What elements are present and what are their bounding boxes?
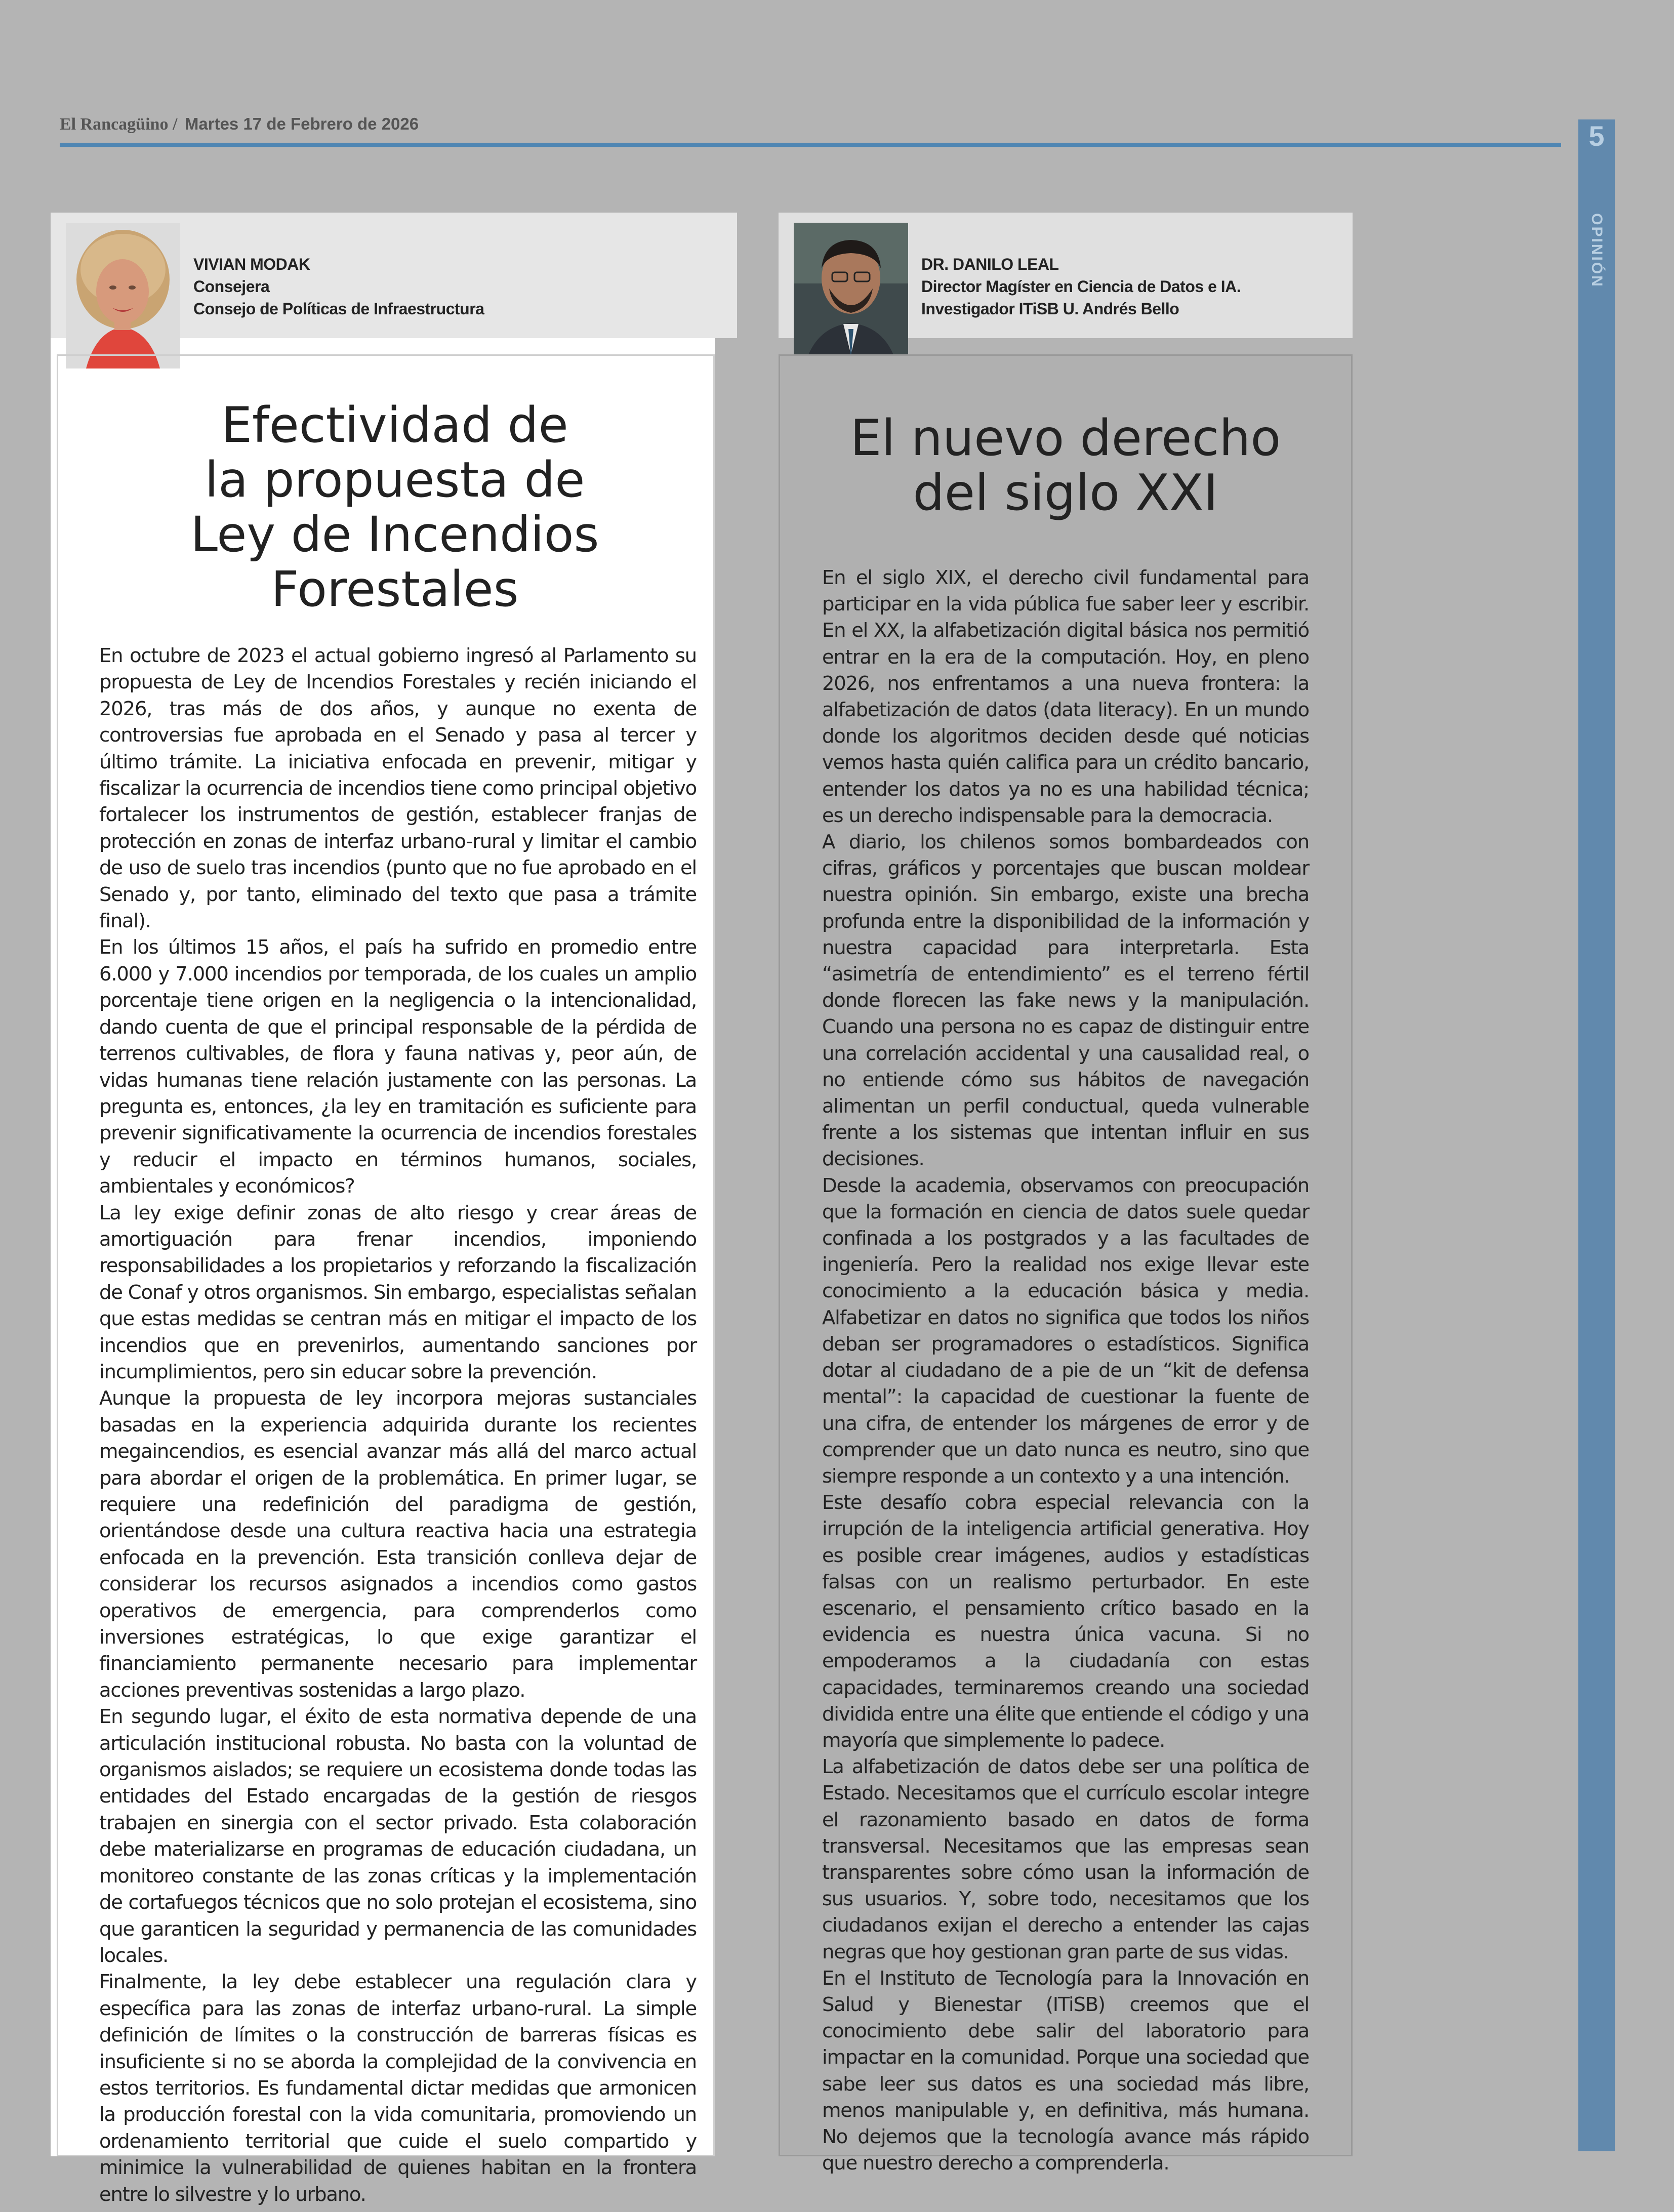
issue-date: Martes 17 de Febrero de 2026 <box>184 114 419 133</box>
header-rule <box>60 143 1561 147</box>
section-label: OPINIÓN <box>1588 213 1605 288</box>
author-credit <box>193 253 484 320</box>
author-role: Director Magíster en Ciencia de Datos e IA. <box>921 277 1241 296</box>
publication-name: El Rancagüino / <box>60 115 178 134</box>
author-org: Consejo de Políticas de Infraestructura <box>193 300 484 318</box>
article-title <box>51 398 739 617</box>
paragraph: La ley exige definir zonas de alto riesgo y crear áreas de amortiguación para frenar incendios, imponiendo responsabilidades a los propietarios y reforzando la fiscalización de Conaf y otros organismos. Sin embargo, especialistas señalan que estas medidas se centran más en mitigar el impacto de los incendios que en prevenirlos, aumentando sanciones por incumplimientos, pero sin educar sobre la prevención. <box>99 1201 697 1383</box>
title-line: la propuesta de <box>205 452 585 508</box>
right-article <box>779 213 1353 2175</box>
author-photo <box>794 223 908 368</box>
author-box <box>51 213 737 338</box>
paragraph: A diario, los chilenos somos bombardeados con cifras, gráficos y porcentajes que buscan moldear nuestra opinión. Sin embargo, existe una brecha profunda entre la disponibilidad de la información y nuestra capacidad para interpretarla. Esta “asimetría de entendimiento” es el terreno fértil donde florecen las fake news y la manipulación. Cuando una persona no es capaz de distinguir entre una correlación accidental y una causalidad real, o no entiende cómo sus hábitos de navegación alimentan un perfil conductual, queda vulnerable frente a los sistemas que intentan influir en sus decisiones. <box>822 831 1309 1171</box>
author-photo <box>66 223 180 368</box>
title-line: Forestales <box>271 561 519 618</box>
masthead <box>60 114 419 134</box>
paragraph: En segundo lugar, el éxito de esta normativa depende de una articulación institucional robusta. No basta con la voluntad de organismos aislados; se requiere un ecosistema donde todas las entidades del Estado encargadas de la gestión de riesgos trabajen en sinergia con el sector privado. Esta colaboración debe materializarse en programas de educación ciudadana, un monitoreo constante de las zonas críticas y la implementación de cortafuegos técnicos que no solo protejan el ecosistema, sino que garanticen la seguridad y permanencia de las comunidades locales. <box>99 1705 697 1967</box>
author-name: VIVIAN MODAK <box>193 255 310 273</box>
article-title <box>779 411 1353 520</box>
left-article <box>51 213 715 2206</box>
paragraph: En octubre de 2023 el actual gobierno ingresó al Parlamento su propuesta de Ley de Incendios Forestales y recién iniciando el 2026, tras más de dos años, y aunque no exenta de controversias fue aprobada en el Senado y pasa al tercer y último trámite. La iniciativa enfocada en prevenir, mitigar y fiscalizar la ocurrencia de incendios tiene como principal objetivo fortalecer los instrumentos de gestión, establecer franjas de protección en zonas de interfaz urbano-rural y limitar el cambio de uso de suelo tras incendios (punto que no fue aprobado en el Senado y, por tanto, eliminado del texto que pasa a trámite final). <box>99 644 697 933</box>
title-line: Efectividad de <box>221 397 568 454</box>
author-name: DR. DANILO LEAL <box>921 255 1059 273</box>
author-credit <box>921 253 1241 320</box>
paragraph: Aunque la propuesta de ley incorpora mejoras sustanciales basadas en la experiencia adquirida durante los recientes megaincendios, es esencial avanzar más allá del marco actual para abordar el origen de la problemática. En primer lugar, se requiere una redefinición del paradigma de gestión, orientándose desde una cultura reactiva hacia una estrategia enfocada en la prevención. Esta transición conlleva dejar de considerar los recursos asignados a incendios como gastos operativos de emergencia, para comprenderlos como inversiones estratégicas, lo que exige garantizar el financiamiento permanente necesario para implementar acciones preventivas sostenidas a largo plazo. <box>99 1387 697 1702</box>
paragraph: En el siglo XIX, el derecho civil fundamental para participar en la vida pública fue saber leer y escribir. En el XX, la alfabetización digital básica nos permitió entrar en la era de la computación. Hoy, en pleno 2026, nos enfrentamos a una nueva frontera: la alfabetización de datos (data literacy). En un mundo donde los algoritmos deciden desde qué noticias vemos hasta quién califica para un crédito bancario, entender los datos ya no es una habilidad técnica; es un derecho indispensable para la democracia. <box>822 566 1309 827</box>
paragraph: Finalmente, la ley debe establecer una regulación clara y específica para las zonas de interfaz urbano-rural. La simple definición de límites o la construcción de barreras físicas es insuficiente si no se aborda la complejidad de la convivencia en estos territorios. Es fundamental dictar medidas que armonicen la producción forestal con la vida comunitaria, promoviendo un ordenamiento territorial que cuide el suelo compartido y minimice la vulnerabilidad de quienes habitan en la frontera entre lo silvestre y lo urbano. <box>99 1971 697 2206</box>
title-line: del siglo XXI <box>913 464 1218 522</box>
author-org: Investigador ITiSB U. Andrés Bello <box>921 300 1179 318</box>
paragraph: Este desafío cobra especial relevancia con la irrupción de la inteligencia artificial generativa. Hoy es posible crear imágenes, audios y estadísticas falsas con un realismo perturbador. En este escenario, el pensamiento crítico basado en la evidencia es nuestra única vacuna. Si no empoderamos a la ciudadanía con estas capacidades, terminaremos creando una sociedad dividida entre una élite que entiende el código y una mayoría que simplemente lo padece. <box>822 1491 1309 1752</box>
author-box <box>779 213 1353 338</box>
paragraph: La alfabetización de datos debe ser una política de Estado. Necesitamos que el currículo escolar integre el razonamiento basado en datos de forma transversal. Necesitamos que las empresas sean transparentes sobre cómo usan la información de sus usuarios. Y, sobre todo, necesitamos que los ciudadanos exijan el derecho a entender las cajas negras que hoy gestionan gran parte de sus vidas. <box>822 1755 1309 1963</box>
paragraph: En los últimos 15 años, el país ha sufrido en promedio entre 6.000 y 7.000 incendios por temporada, de los cuales un amplio porcentaje tiene origen en la negligencia o la intencionalidad, dando cuenta de que el principal responsable de la pérdida de terrenos cultivables, de flora y fauna nativas y, peor aún, de vidas humanas tiene relación justamente con las personas. La pregunta es, entonces, ¿la ley en tramitación es suficiente para prevenir significativamente la ocurrencia de incendios forestales y reducir el impacto en términos humanos, sociales, ambientales y económicos? <box>99 936 697 1198</box>
title-line: El nuevo derecho <box>850 409 1281 467</box>
author-role: Consejera <box>193 277 270 296</box>
title-line: Ley de Incendios <box>190 506 599 563</box>
page-number: 5 <box>1588 120 1605 152</box>
section-sidebar <box>1578 119 1615 2151</box>
article-body <box>822 565 1309 2177</box>
article-body <box>99 643 697 2208</box>
paragraph: En el Instituto de Tecnología para la Innovación en Salud y Bienestar (ITiSB) creemos que el conocimiento debe salir del laboratorio para impactar en la comunidad. Porque una sociedad que sabe leer sus datos es una sociedad más libre, menos manipulable y, en definitiva, más humana. No dejemos que la tecnología avance más rápido que nuestro derecho a comprenderla. <box>822 1967 1309 2175</box>
paragraph: Desde la academia, observamos con preocupación que la formación en ciencia de datos suele quedar confinada a los postgrados y a las facultades de ingeniería. Pero la realidad nos exige llevar este conocimiento a la educación básica y media. Alfabetizar en datos no significa que todos los niños deban ser programadores o estadísticos. Significa dotar al ciudadano de a pie de un “kit de defensa mental”: la capacidad de cuestionar la fuente de una cifra, de entender los márgenes de error y de comprender que un dato nunca es neutro, sino que siempre responde a un contexto y a una intención. <box>822 1174 1309 1488</box>
